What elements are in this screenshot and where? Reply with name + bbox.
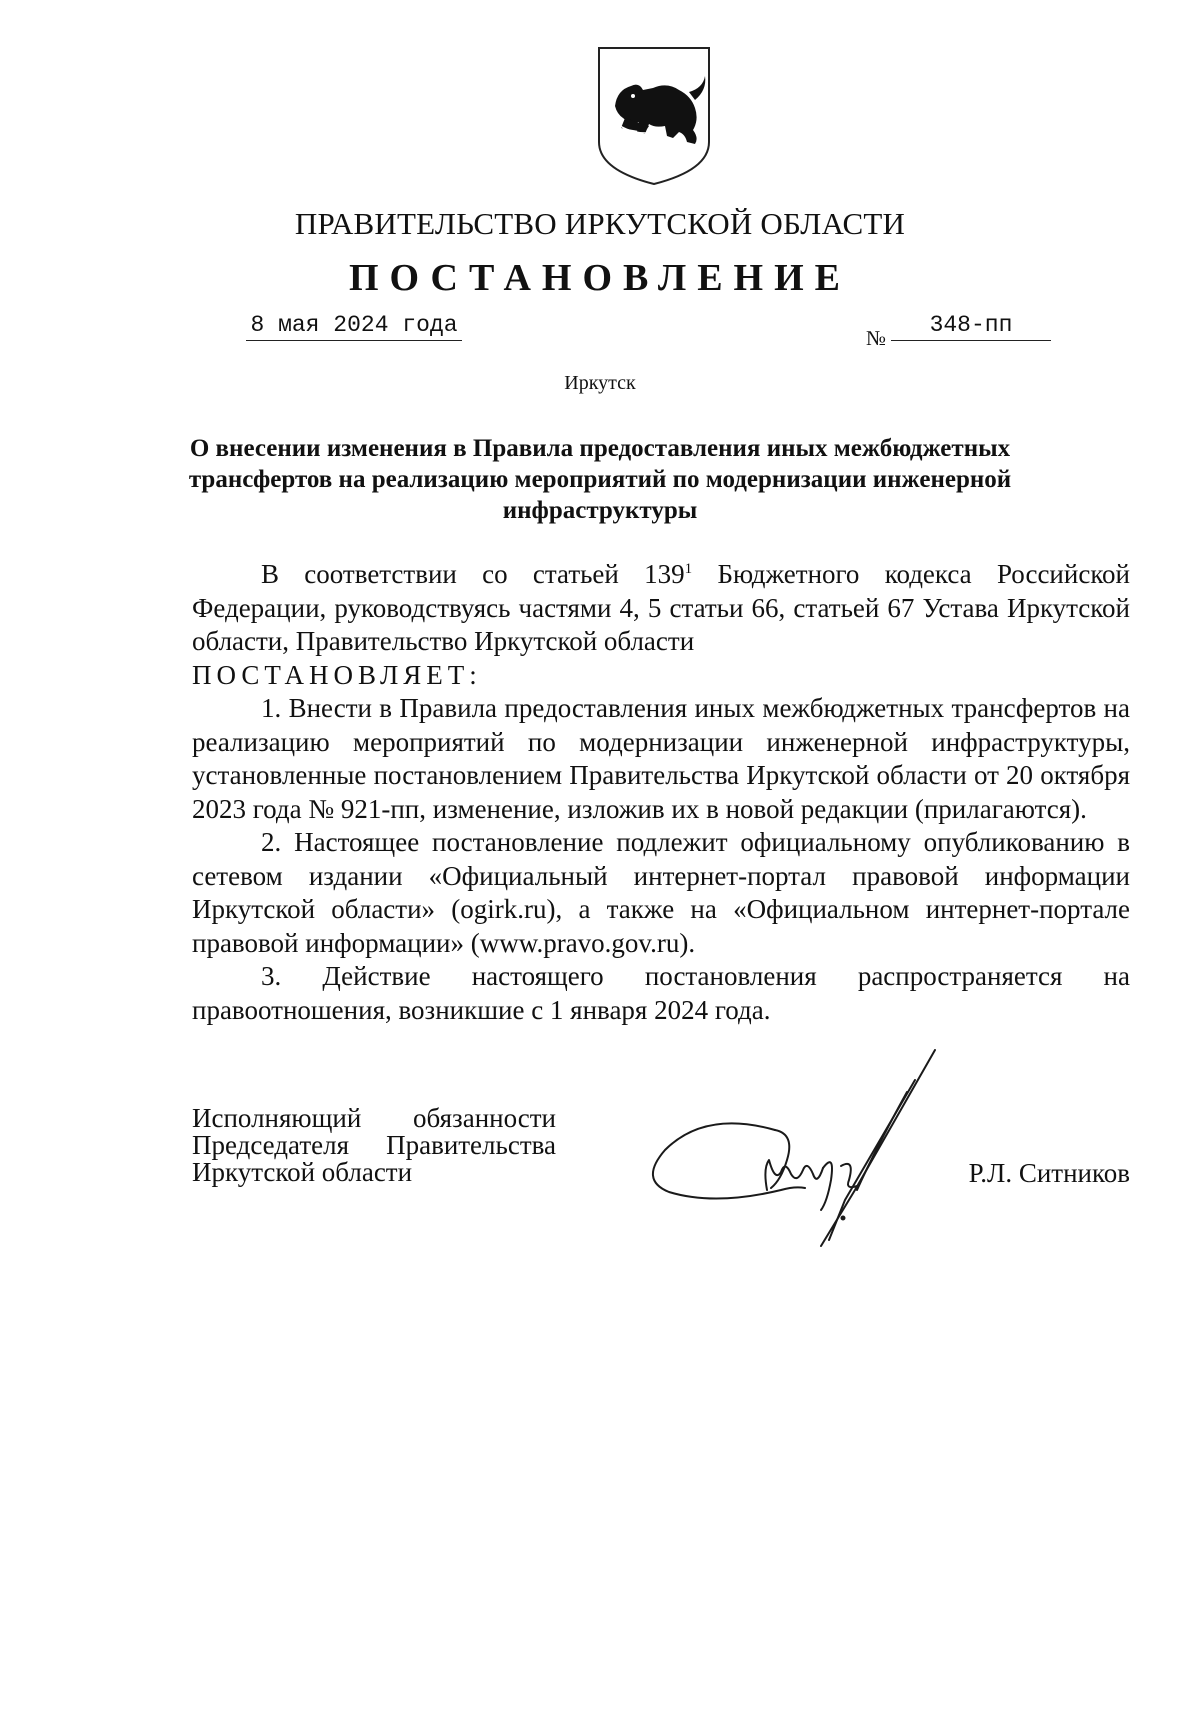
resolves-keyword: ПОСТАНОВЛЯЕТ: [192, 659, 482, 690]
clause-2: 2. Настоящее постановление подлежит официальному опубликованию в сетевом издании «Официальный интернет-портал правовой информации Иркутской области» (ogirk.ru), а также на «Официальном интернет-портале правовой информации» (www.pravo.gov.ru). [192, 827, 1130, 958]
handwritten-signature-icon [645, 1040, 975, 1250]
preamble-text-start: В соответствии со статьей 139 [261, 559, 685, 589]
document-body [192, 558, 1130, 1027]
preamble-text-end: Бюджетного кодекса Российской Федерации, руководствуясь частями 4, 5 статьи 66, статьей 67 Устава Иркутской области, Правительство Иркутской области [192, 559, 1131, 656]
article-superscript: 1 [684, 561, 693, 577]
issue-place: Иркутск [564, 372, 636, 394]
document-type: ПОСТАНОВЛЕНИЕ [348, 257, 852, 299]
clause-1: 1. Внести в Правила предоставления иных межбюджетных трансфертов на реализацию мероприятий по модернизации инженерной инфраструктуры, установленные постановлением Правительства Иркутской области от 20 октября 2023 года № 921-пп, изменение, изложив их в новой редакции (прилагаются). [192, 693, 1130, 824]
signer-position [192, 1105, 556, 1186]
preamble [192, 558, 1130, 659]
government-name: ПРАВИТЕЛЬСТВО ИРКУТСКОЙ ОБЛАСТИ [294, 206, 906, 241]
coat-of-arms-icon [595, 46, 713, 186]
document-number: 348-пп [891, 312, 1051, 341]
clause-3: 3. Действие настоящего постановления распространяется на правоотношения, возникшие с 1 января 2024 года. [192, 961, 1130, 1025]
signer-name: Р.Л. Ситников [968, 1158, 1130, 1188]
document-title: О внесении изменения в Правила предоставления иных межбюджетных трансфертов на реализацию мероприятий по модернизации инженерной инфраструктуры [188, 435, 1012, 524]
number-sign: № [866, 326, 887, 350]
signer-position-line: Председателя Правительства [192, 1130, 556, 1160]
signer-position-line: Исполняющий обязанности [192, 1103, 556, 1133]
signer-position-line: Иркутской области [192, 1157, 413, 1187]
document-date: 8 мая 2024 года [246, 312, 462, 341]
